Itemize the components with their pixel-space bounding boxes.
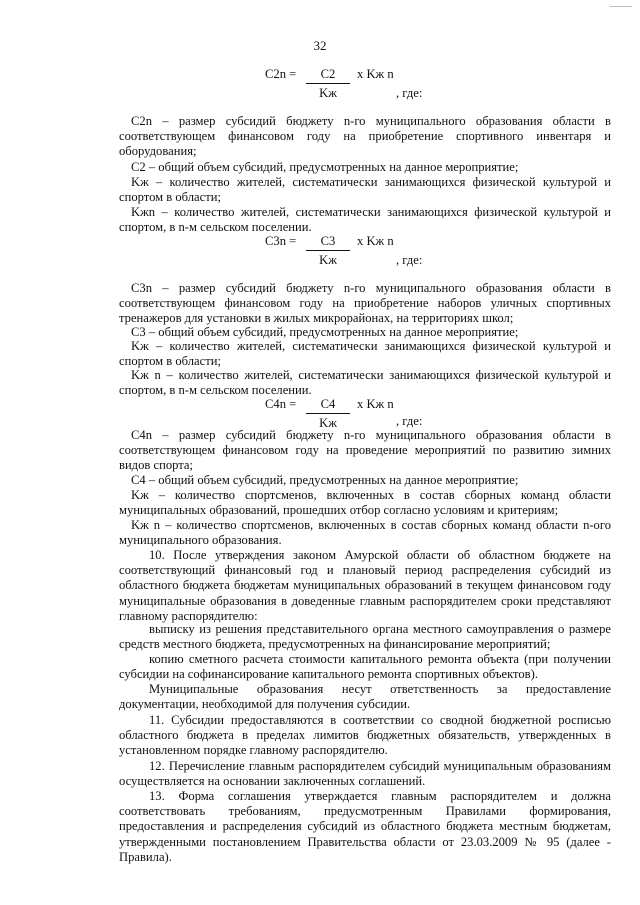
clause-10-responsibility: Муниципальные образования несут ответственность за предоставление документации, необходимой для получения субсидии.	[119, 682, 611, 712]
clause-10-item-2: копию сметного расчета стоимости капитального ремонта объекта (при получении субсидии на софинансирование капитального ремонта спортивных объектов).	[119, 652, 611, 682]
definition-c4n: C4n – размер субсидий бюджету n-го муниципального образования области в соответствующем финансовом году на проведение мероприятий по развитию зимних видов спорта;	[119, 428, 611, 473]
formula-fraction	[306, 397, 350, 431]
definition-c3n: C3n – размер субсидий бюджету n-го муниципального образования области в соответствующем финансовом году на приобретение наборов уличных спортивных тренажеров для установки в жилых микрорайонах, на территориях школ;	[119, 281, 611, 326]
clause-12: 12. Перечисление главным распорядителем субсидий муниципальным образованиям осуществляется на основании заключенных соглашений.	[119, 759, 611, 789]
definition-c4: C4 – общий объем субсидий, предусмотренных на данное мероприятие;	[131, 473, 519, 487]
definition-kzhn-2: Kж n – количество жителей, систематически занимающихся физической культурой и спортом, в n-м сельском поселении.	[119, 368, 611, 398]
formula-multiplier: x Kж n	[357, 67, 394, 81]
formula-multiplier: x Kж n	[357, 397, 394, 411]
definition-kzh-3: Kж – количество спортсменов, включенных в состав сборных команд области муниципальных образований, прошедших отбор согласно условиям и критериям;	[119, 488, 611, 518]
formula-numerator: C4	[306, 397, 350, 414]
formula-denominator: Kж	[319, 416, 337, 430]
formula-denominator: Kж	[319, 253, 337, 267]
clause-10: 10. После утверждения законом Амурской области об областном бюджете на соответствующий финансовый год и плановый период распределения субсидий из областного бюджета бюджетам муниципальных образований в текущем финансовом году муниципальные образования в доведенные главным распорядителем сроки представляют главному распорядителю:	[119, 548, 611, 623]
definition-kzhn-3: Kж n – количество спортсменов, включенных в состав сборных команд области n-ого муниципального образования.	[119, 518, 611, 548]
formula-denominator: Kж	[319, 86, 337, 100]
clause-13: 13. Форма соглашения утверждается главным распорядителем и должна соответствовать требованиям, предусмотренным Правилами формирования, предоставления и распределения субсидий из областного бюджета местным бюджетам, утвержденными постановлением Правительства области от 23.03.2009 № 95 (далее - Правила).	[119, 789, 611, 864]
formula-numerator: C2	[306, 67, 350, 84]
clause-10-item-1: выписку из решения представительного органа местного самоуправления о размере средств местного бюджета, предусмотренных на финансирование мероприятий;	[119, 622, 611, 652]
definition-kzhn: Kжn – количество жителей, систематически занимающихся физической культурой и спортом, в n-м сельском поселении.	[119, 205, 611, 235]
clause-11: 11. Субсидии предоставляются в соответствии со сводной бюджетной росписью областного бюджета в пределах лимитов бюджетных обязательств, утвержденных в установленном порядке главному распорядителю.	[119, 713, 611, 758]
formula-lhs: C2n =	[265, 67, 297, 81]
definition-c2: C2 – общий объем субсидий, предусмотренных на данное мероприятие;	[131, 160, 519, 174]
formula-where: , где:	[396, 253, 423, 267]
formula-where: , где:	[396, 414, 423, 428]
formula-fraction	[306, 67, 350, 101]
formula-numerator: C3	[306, 234, 350, 251]
scan-edge-mark	[610, 0, 632, 7]
formula-where: , где:	[396, 86, 423, 100]
definition-c2n: C2n – размер субсидий бюджету n-го муниципального образования области в соответствующем финансовом году на приобретение спортивного инвентаря и оборудования;	[119, 114, 611, 159]
formula-lhs: C3n =	[265, 234, 297, 248]
formula-multiplier: x Kж n	[357, 234, 394, 248]
formula-lhs: C4n =	[265, 397, 297, 411]
definition-kzh: Kж – количество жителей, систематически занимающихся физической культурой и спортом в области;	[119, 175, 611, 205]
page-number: 32	[313, 38, 327, 53]
definition-c3: C3 – общий объем субсидий, предусмотренных на данное мероприятие;	[131, 325, 519, 339]
formula-fraction	[306, 234, 350, 268]
definition-kzh-2: Kж – количество жителей, систематически занимающихся физической культурой и спортом в области;	[119, 339, 611, 369]
